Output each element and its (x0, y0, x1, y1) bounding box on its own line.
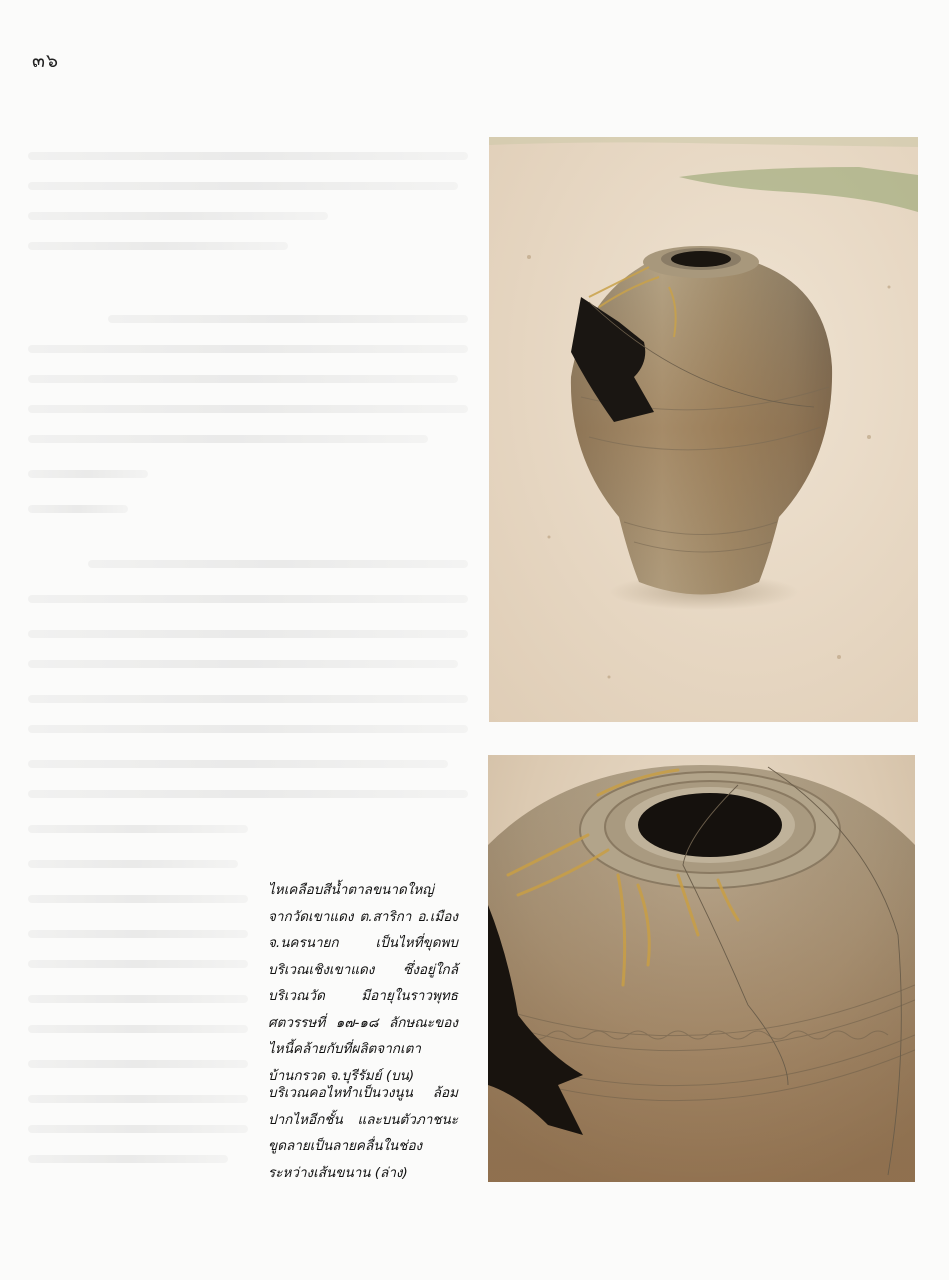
page-number: ๓๖ (32, 50, 60, 72)
jar-photo-icon (489, 137, 918, 722)
caption-bottom: บริเวณคอไหทำเป็นวงนูน ล้อมปากไหอีกชั้น และบนตัวภาชนะขูดลายเป็นลายคลื่นในช่องระหว่างเส้นขนาน (ล่าง) (268, 1085, 458, 1181)
jar-photo-top (489, 137, 918, 722)
jar-photo-bottom (488, 755, 915, 1182)
caption-top: ไหเคลือบสีน้ำตาลขนาดใหญ่ จากวัดเขาแดง ต.สาริกา อ.เมือง จ.นครนายก เป็นไหที่ขุดพบบริเวณเชิงเขาแดง ซึ่งอยู่ใกล้บริเวณวัด มีอายุในราวพุทธศตวรรษที่ ๑๗-๑๘ ลักษณะของไหนี้คล้ายกับที่ผลิตจากเตาบ้านกรวด จ.บุรีรัมย์ (บน) (268, 882, 458, 1084)
jar-closeup-photo-icon (488, 755, 915, 1182)
